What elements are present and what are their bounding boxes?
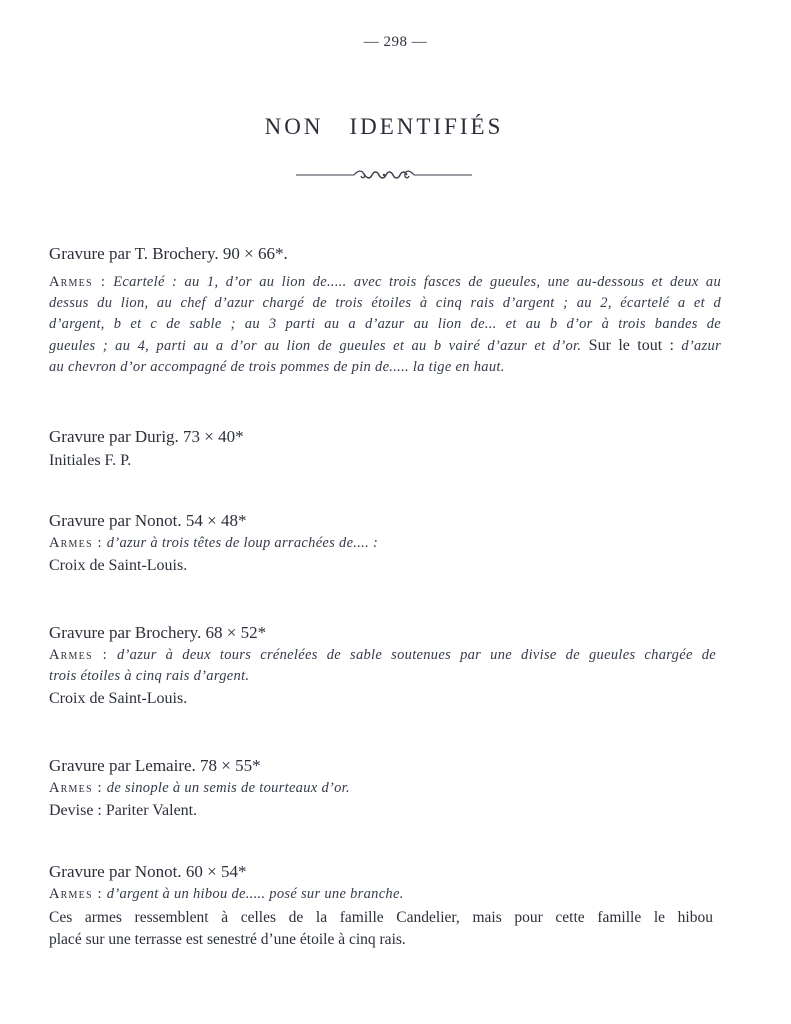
entry-2 [49,426,721,471]
blazon-line: au chevron d’or accompagné de trois pommes de pin de..... la tige en haut. [49,359,505,375]
blazon-line: dessus du lion, au chef d’azur chargé de trois étoiles à cinq rais d’argent ; au 2, écartelé a et d [49,295,721,311]
blazon-line: d’azur à deux tours crénelées de sable soutenues par une divise de gueules chargée de [116,647,716,663]
entry-heading: Gravure par Nonot. 54 × 48* [49,511,247,530]
armes-label: Armes : [49,647,108,663]
title-word-1: NON [264,114,324,139]
fleuron-divider-icon [296,167,472,183]
page-title [0,114,768,140]
blazon-line: trois étoiles à cinq rais d’argent. [49,668,250,684]
page-number: — 298 — [363,34,428,50]
blazon-line: d’argent, b et c de sable ; au 3 parti au a d’azur au lion de... et au b d’or à trois bandes de [49,316,721,332]
entry-heading: Gravure par Nonot. 60 × 54* [49,862,247,881]
armes-label: Armes : [49,780,103,796]
entry-note: Croix de Saint-Louis. [49,690,188,707]
blazon-line: Ecartelé : au 1, d’or au lion de..... avec trois fasces de gueules, une au-dessous et deux au [113,274,721,290]
entry-4 [49,622,721,709]
blazon-line: d’argent à un hibou de..... posé sur une branche. [106,886,404,902]
blazon-line: de sinople à un semis de tourteaux d’or. [106,780,350,796]
entry-6 [49,861,721,951]
entry-note: Devise : Pariter Valent. [49,802,198,819]
entry-note: Initiales F. P. [49,452,132,469]
entry-3 [49,510,721,576]
entry-5 [49,755,721,821]
entry-note: Croix de Saint-Louis. [49,557,188,574]
title-word-2: IDENTIFIÉS [349,114,504,139]
entry-heading: Gravure par Lemaire. 78 × 55* [49,756,261,775]
armes-label: Armes : [49,535,103,551]
sur-le-tout-label: Sur le tout : [581,337,675,354]
entry-paragraph-line: placé sur une terrasse est senestré d’une étoile à cinq rais. [49,931,406,948]
armes-label: Armes : [49,274,107,290]
entry-heading: Gravure par T. Brochery. 90 × 66*. [49,244,288,263]
blazon-line-tail: d’azur [674,338,722,354]
entry-heading: Gravure par Brochery. 68 × 52* [49,623,267,642]
blazon-line: d’azur à trois têtes de loup arrachées de.... : [106,535,379,551]
entry-heading: Gravure par Durig. 73 × 40* [49,427,244,446]
entry-paragraph-line: Ces armes ressemblent à celles de la famille Candelier, mais pour cette famille le hibou [49,909,713,926]
armes-label: Armes : [49,886,103,902]
blazon-line: gueules ; au 4, parti au a d’or au lion de gueules et au b vairé d’azur et d’or. [49,338,582,354]
entry-1 [49,243,721,378]
